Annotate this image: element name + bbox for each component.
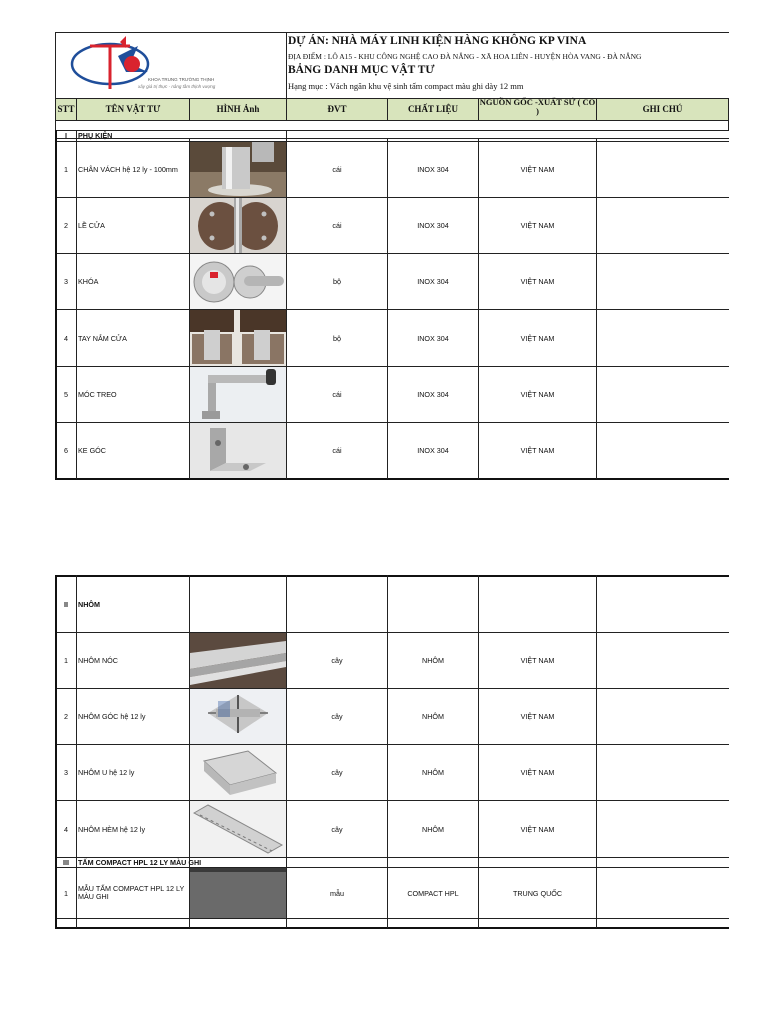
work-category: Hạng mục : Vách ngăn khu vệ sinh tấm compact màu ghi dày 12 mm	[288, 81, 524, 91]
angle-bracket-image	[190, 423, 286, 478]
row-origin: VIỆT NAM	[520, 390, 555, 399]
section-2-number: II	[64, 599, 68, 609]
row-name: NHÔM HÈM hệ 12 ly	[78, 824, 146, 834]
section-3-title: TẤM COMPACT HPL 12 LY MÀU GHI	[78, 857, 202, 867]
row-unit: cây	[331, 656, 343, 665]
row-unit: cái	[332, 221, 342, 230]
row-origin: VIỆT NAM	[520, 712, 555, 721]
row-stt: 3	[64, 768, 68, 777]
row-unit: bộ	[333, 277, 341, 286]
col-unit: ĐVT	[327, 104, 347, 114]
row-unit: cây	[331, 712, 343, 721]
row-stt: 3	[64, 277, 68, 286]
project-location: ĐỊA ĐIỂM : LÔ A15 - KHU CÔNG NGHỆ CAO ĐÀ NẴNG - XÃ HOA LIÊN - HUYỆN HÒA VANG - ĐÀ NẴNG	[288, 52, 642, 61]
row-stt: 1	[64, 165, 68, 174]
row-stt: 6	[64, 446, 68, 455]
logo-slogan: xây giá trị thực - nâng tầm thịnh vượng	[138, 84, 216, 89]
row-material: INOX 304	[417, 446, 449, 455]
row-name: LỀ CỬA	[78, 221, 105, 230]
row-material: COMPACT HPL	[407, 888, 459, 898]
row-unit: cây	[331, 768, 343, 777]
section-1-title: PHỤ KIỆN	[78, 130, 113, 140]
row-unit: cái	[332, 390, 342, 399]
row-unit: cái	[332, 165, 342, 174]
stainless-leg-image	[190, 142, 286, 197]
row-name: NHÔM U hệ 12 ly	[78, 768, 135, 777]
door-handle-image	[190, 310, 286, 366]
col-name: TÊN VẬT TƯ	[105, 104, 161, 114]
hook-image	[190, 367, 286, 422]
row-material: NHÔM	[422, 824, 444, 834]
row-material: INOX 304	[417, 221, 449, 230]
row-material: NHÔM	[422, 656, 444, 665]
row-name: MÓC TREO	[78, 390, 117, 399]
row-stt: 5	[64, 390, 68, 399]
col-image: HÌNH Ảnh	[216, 104, 260, 114]
row-unit: cái	[332, 446, 342, 455]
row-stt: 2	[64, 221, 68, 230]
row-unit: bộ	[333, 333, 341, 343]
row-stt: 4	[64, 824, 68, 834]
row-origin: VIỆT NAM	[520, 165, 555, 174]
corner-profile-image	[190, 689, 286, 744]
row-name: KE GÓC	[78, 446, 106, 455]
row-origin: VIỆT NAM	[520, 446, 555, 455]
row-name: NHÔM GÓC hệ 12 ly	[78, 712, 146, 721]
row-stt: 1	[64, 656, 68, 665]
row-material: INOX 304	[417, 277, 449, 286]
col-material: CHẤT LIỆU	[407, 104, 459, 114]
row-origin: VIỆT NAM	[520, 333, 555, 343]
section-3-number: III	[63, 857, 69, 867]
row-stt: 1	[64, 888, 68, 898]
row-origin: VIỆT NAM	[520, 768, 555, 777]
col-origin: NGUỒN GỐC -XUẤT SỨ ( CO )	[479, 97, 596, 116]
top-rail-image	[190, 633, 286, 688]
row-name: KHÓA	[78, 277, 99, 286]
door-hinge-image	[190, 198, 286, 253]
document-title: BẢNG DANH MỤC VẬT TƯ	[288, 64, 435, 76]
row-stt: 4	[64, 333, 68, 343]
section-2-title: NHÔM	[78, 599, 100, 609]
project-title: DỰ ÁN: NHÀ MÁY LINH KIỆN HÀNG KHÔNG KP VINA	[288, 35, 587, 47]
row-material: INOX 304	[417, 390, 449, 399]
row-name: MẪU TẤM COMPACT HPL 12 LY MÀU GHI	[78, 884, 185, 901]
row-material: INOX 304	[417, 165, 449, 174]
col-stt: STT	[57, 104, 75, 114]
row-origin: VIỆT NAM	[520, 824, 555, 834]
row-origin: VIỆT NAM	[520, 656, 555, 665]
row-unit: mẫu	[330, 888, 344, 898]
row-name: CHÂN VÁCH hệ 12 ly - 100mm	[78, 165, 178, 174]
row-origin: VIỆT NAM	[520, 221, 555, 230]
row-name: NHÔM NÓC	[78, 656, 118, 665]
col-note: GHI CHÚ	[642, 104, 683, 114]
lock-image	[190, 254, 286, 309]
row-stt: 2	[64, 712, 68, 721]
u-channel-image	[190, 745, 286, 800]
row-origin: VIỆT NAM	[520, 277, 555, 286]
row-name: TAY NẮM CỬA	[78, 333, 127, 343]
section-1-number: I	[65, 130, 67, 140]
row-material: NHÔM	[422, 768, 444, 777]
logo-company-name: KHOA TRUNG TRƯỜNG THỊNH	[148, 77, 215, 82]
compact-panel-image	[190, 868, 286, 918]
row-unit: cây	[331, 824, 343, 834]
row-origin: TRUNG QUỐC	[512, 888, 563, 898]
row-material: INOX 304	[417, 333, 449, 343]
row-material: NHÔM	[422, 712, 444, 721]
slot-profile-image	[190, 801, 286, 857]
company-logo	[60, 34, 282, 96]
